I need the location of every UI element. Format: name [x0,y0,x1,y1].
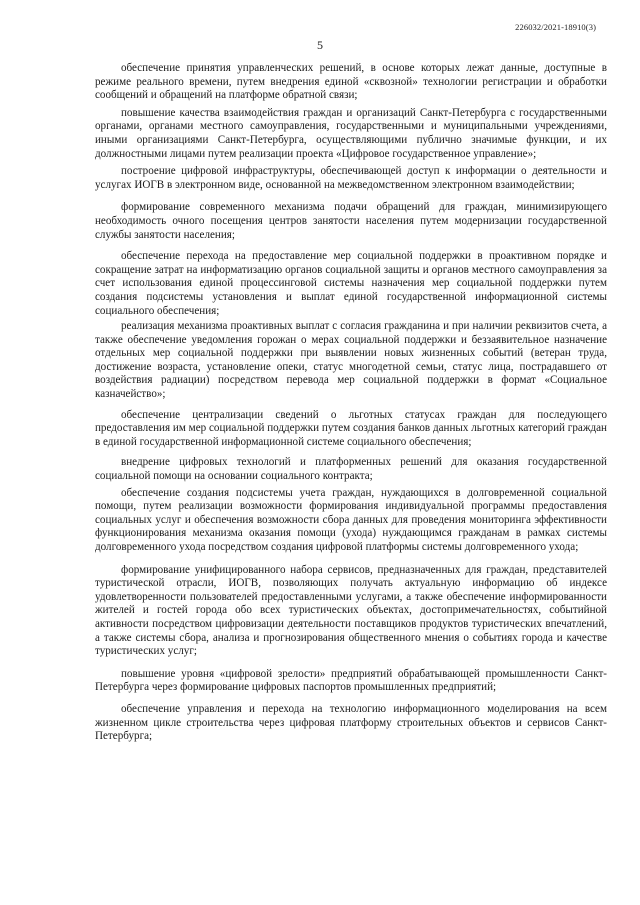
paragraph: построение цифровой инфраструктуры, обеспечивающей доступ к информации о деятельности и услугах ИОГВ в электронном виде, основанной на межведомственном электронном взаимодействии; [95,165,607,191]
paragraph: обеспечение принятия управленческих решений, в основе которых лежат данные, доступные в режиме реального времени, путем внедрения единой «сквозной» технологии регистрации и обработки сообщений и обращений на платформе обратной связи; [95,62,607,102]
paragraph: повышение уровня «цифровой зрелости» предприятий обрабатывающей промышленности Санкт-Петербурга через формирование цифровых паспортов промышленных предприятий; [95,667,607,694]
document-registration-number: 226032/2021-18910(3) [515,22,596,32]
page-number: 5 [317,38,323,52]
paragraph: формирование современного механизма подачи обращений для граждан, минимизирующего необходимость очного посещения центров занятости населения путем модернизации государственной службы занятости населения; [95,201,607,241]
paragraph: обеспечение централизации сведений о льготных статусах граждан для последующего предоставления им мер социальной поддержки путем создания банков данных льготных категорий граждан в единой государственной информационной системе социального обеспечения; [95,408,607,448]
paragraph: реализация механизма проактивных выплат с согласия гражданина и при наличии реквизитов счета, а также обеспечение уведомления горожан о мерах социальной поддержки и беззаявительное назначение отдельных мер социальной поддержки при выявлении новых жизненных событий (ветеран труда, достижение возраста, установление опеки, статус многодетной семьи, статус лица, пострадавшего от воздействия радиации) посредством перевода мер социальной поддержки в формат «Социальное казначейство»; [95,320,607,401]
paragraph: повышение качества взаимодействия граждан и организаций Санкт-Петербурга с государственными органами, органами местного самоуправления, государственными и муниципальными учреждениями, иными организациями Санкт-Петербурга, осуществляющими публично значимые функции, и их должностными лицами путем реализации проекта «Цифровое государственное управление»; [95,106,607,160]
paragraph: обеспечение перехода на предоставление мер социальной поддержки в проактивном порядке и сокращение затрат на информатизацию органов социальной защиты и органов местного самоуправления за счет использования единой процессинговой системы назначения мер социальной поддержки путем создания подсистемы установления и выплат единой государственной информационной системы социального обеспечения; [95,250,607,317]
paragraph: внедрение цифровых технологий и платформенных решений для оказания государственной социальной помощи на основании социального контракта; [95,456,607,483]
paragraph: формирование унифицированного набора сервисов, предназначенных для граждан, представителей туристической отрасли, ИОГВ, позволяющих получать актуальную информацию об индексе удовлетворенности пользователей предоставленными услугами, а также обеспечение информированности жителей и гостей города обо всех туристических объектах, достопримечательностях, событийной активности посредством цифровизации деятельности поставщиков продуктов туристических впечатлений, а также системы сбора, анализа и прогнозирования общественного мнения о событиях города и качестве туристических услуг; [95,563,607,658]
paragraph: обеспечение создания подсистемы учета граждан, нуждающихся в долговременной социальной помощи, путем реализации возможности формирования индивидуальной программы предоставления социальных услуг и обеспечения возможности сбора данных для проведения мониторинга эффективности функционирования механизма оказания помощи (ухода) нуждающимся гражданам в рамках системы долговременного ухода посредством создания цифровой платформы системы долговременного ухода; [95,486,607,553]
document-body [95,62,607,744]
paragraph: обеспечение управления и перехода на технологию информационного моделирования на всем жизненном цикле строительства через цифровая платформу строительных объектов и сервисов Санкт-Петербурга; [95,702,607,743]
